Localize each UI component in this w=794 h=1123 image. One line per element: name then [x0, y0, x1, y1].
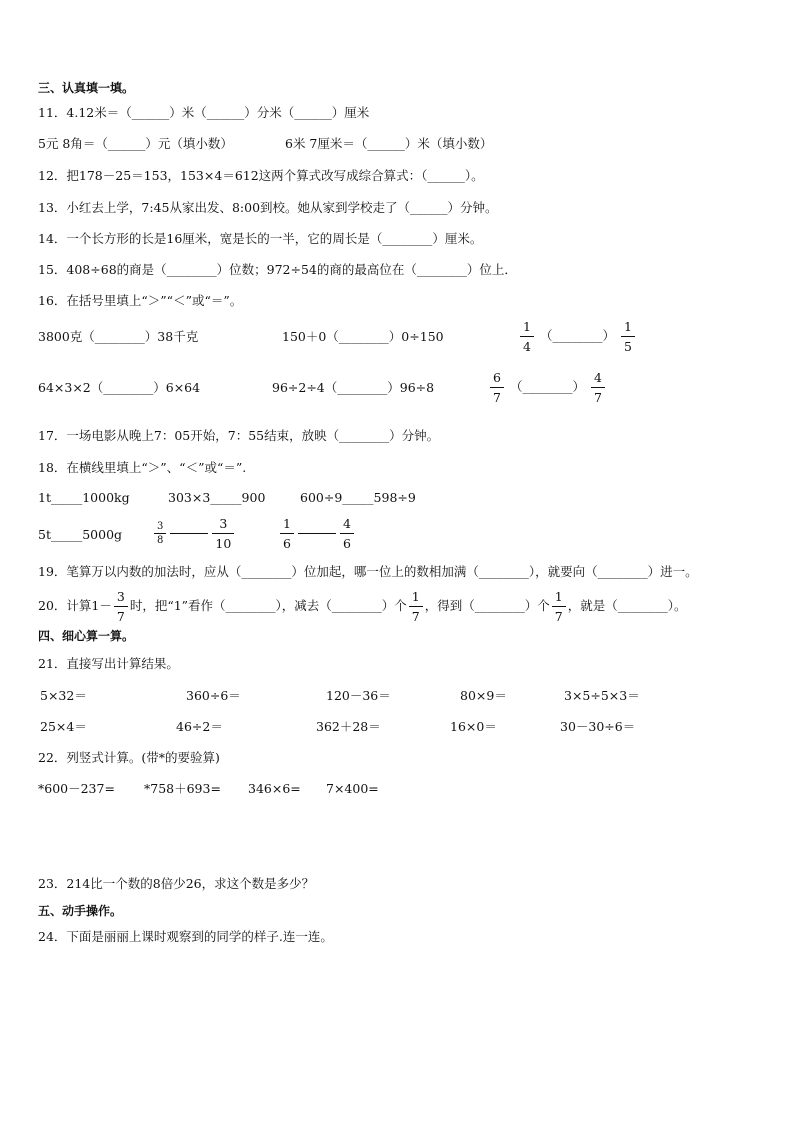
vertical-calc-item: *600－237=	[38, 781, 115, 796]
fraction: $\frac{1}{5}$	[621, 318, 635, 355]
q16-item-4: 64×3×2（________）6×64	[38, 380, 201, 395]
calc-item: 30－30÷6＝	[560, 719, 636, 734]
comparison-blank: （________）	[539, 328, 615, 343]
q16-item-1: 3800克（________）38千克	[38, 329, 199, 344]
q18-item-1: 1t_____1000kg	[38, 490, 130, 505]
fraction: $\frac{4}{6}$	[340, 515, 354, 552]
calc-item: 360÷6＝	[186, 688, 241, 703]
q16-item-3	[518, 318, 637, 355]
question-16: 16．在括号里填上“＞”“＜”或“＝”。	[38, 293, 243, 308]
calc-item: 80×9＝	[460, 688, 507, 703]
fraction: $\frac{4}{7}$	[591, 369, 605, 406]
vertical-calc-item: 7×400=	[326, 781, 379, 796]
question-12: 12．把178－25＝153，153×4＝612这两个算式改写成综合算式：（______）。	[38, 168, 484, 183]
question-21: 21．直接写出计算结果。	[38, 656, 179, 671]
q18-item-5	[152, 515, 236, 552]
vertical-calc-item: 346×6=	[248, 781, 301, 796]
question-14: 14．一个长方形的长是16厘米，宽是长的一半，它的周长是（________）厘米。	[38, 231, 483, 246]
fraction: $\frac{3}{7}$	[114, 588, 128, 625]
answer-line	[170, 533, 208, 534]
fraction: $\frac{3}{10}$	[212, 515, 234, 552]
fraction: $\frac{6}{7}$	[490, 369, 504, 406]
calc-item: 46÷2＝	[176, 719, 223, 734]
calc-item: 25×4＝	[40, 719, 87, 734]
question-24: 24．下面是丽丽上课时观察到的同学的样子.连一连。	[38, 929, 333, 944]
calc-item: 120－36＝	[326, 688, 391, 703]
q18-item-4: 5t_____5000g	[38, 527, 123, 542]
question-19: 19．笔算万以内数的加法时，应从（________）位加起，哪一位上的数相加满（________），就要向（________）进一。	[38, 564, 698, 579]
question-15: 15．408÷68的商是（________）位数；972÷54的商的最高位在（________）位上．	[38, 262, 517, 277]
question-23: 23．214比一个数的8倍少26，求这个数是多少？	[38, 876, 315, 891]
answer-line	[298, 533, 336, 534]
section-4-heading: 四、细心算一算。	[38, 629, 135, 643]
q18-item-2: 303×3_____900	[168, 490, 266, 505]
q18-item-6	[278, 515, 356, 552]
question-18: 18．在横线里填上“＞”、“＜”或“＝”.	[38, 460, 247, 475]
q16-item-5: 96÷2÷4（________）96÷8	[272, 380, 435, 395]
question-20: 20．计算1－ $\frac{3}{7}$ 时，把“1”看作（________），减去（________）个 $\frac{1}{7}$ ，得到（________）个 $\frac{1}{7}$ ，就是（________）。	[38, 589, 687, 624]
question-22: 22．列竖式计算。(带*的要验算)	[38, 750, 220, 765]
section-3-heading: 三、认真填一填。	[38, 81, 135, 95]
q16-item-6	[488, 369, 607, 406]
fraction: $\frac{1}{7}$	[552, 588, 566, 625]
fraction: $\frac{1}{4}$	[520, 318, 534, 355]
fraction: $\frac{3}{8}$	[154, 521, 166, 547]
fraction: $\frac{1}{6}$	[280, 515, 294, 552]
q16-item-2: 150＋0（________）0÷150	[282, 329, 444, 344]
calc-item: 16×0＝	[450, 719, 497, 734]
section-5-heading: 五、动手操作。	[38, 904, 123, 918]
vertical-calc-item: *758＋693=	[144, 781, 221, 796]
question-11-line-2a: 5元 8角＝（______）元（填小数）	[38, 136, 233, 151]
question-13: 13．小红去上学，7:45从家出发、8:00到校。她从家到学校走了（______）分钟。	[38, 200, 498, 215]
q18-item-3: 600÷9_____598÷9	[300, 490, 416, 505]
question-11-line-1: 11．4.12米＝（______）米（______）分米（______）厘米	[38, 105, 370, 120]
question-17: 17．一场电影从晚上7：05开始，7：55结束，放映（________）分钟。	[38, 428, 440, 443]
calc-item: 362＋28＝	[316, 719, 381, 734]
fraction: $\frac{1}{7}$	[409, 588, 423, 625]
calc-item: 3×5÷5×3＝	[564, 688, 640, 703]
question-11-line-2b: 6米 7厘米＝（______）米（填小数）	[285, 136, 493, 151]
comparison-blank: （________）	[509, 379, 585, 394]
calc-item: 5×32＝	[40, 688, 87, 703]
